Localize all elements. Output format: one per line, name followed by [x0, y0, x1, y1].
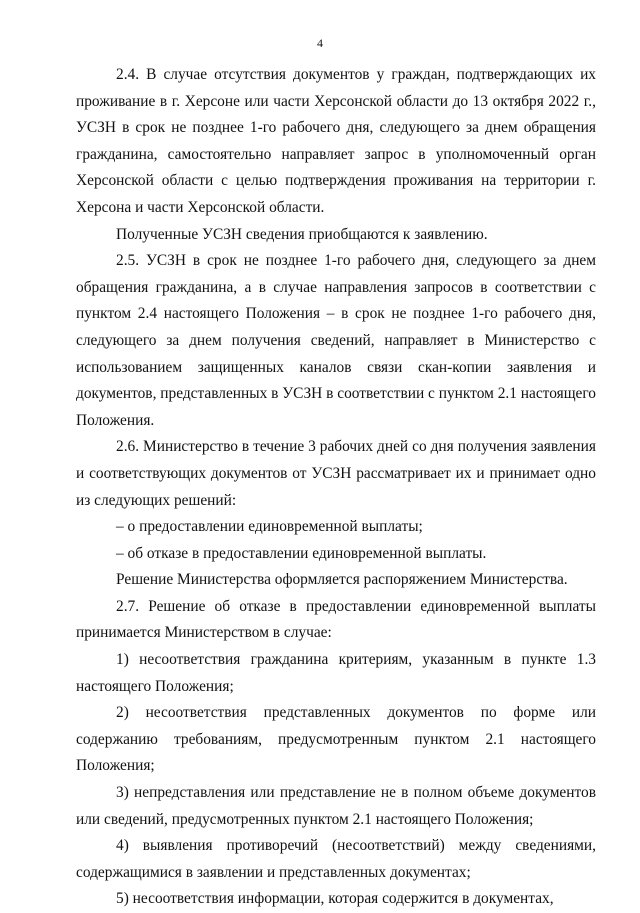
- paragraph-2-4: 2.4. В случае отсутствия документов у граждан, подтверждающих их проживание в г. Херсоне или части Херсонской области до 13 октября 2022 г., УСЗН в срок не позднее 1-го рабочего дня, следующего за днем обращения гражданина, самостоятельно направляет запрос в уполномоченный орган Херсонской области с целью подтверждения проживания на территории г. Херсона и части Херсонской области.: [76, 66, 596, 216]
- decision-option-refuse: – об отказе в предоставлении единовременной выплаты.: [116, 544, 487, 562]
- paragraph-2-4-note: Полученные УСЗН сведения приобщаются к заявлению.: [116, 225, 488, 243]
- decision-option-grant: – о предоставлении единовременной выплаты;: [116, 518, 423, 536]
- paragraph-2-5: 2.5. УСЗН в срок не позднее 1-го рабочего дня, следующего за днем обращения гражданина, а в случае направления запросов в соответствии с пунктом 2.4 настоящего Положения – в срок не позднее 1-го рабочего дня, следующего за днем получения сведений, направляет в Министерство с использованием защищенных каналов связи скан-копии заявления и документов, представленных в УСЗН в соответствии с пунктом 2.1 настоящего Положения.: [76, 252, 596, 429]
- paragraph-2-7: 2.7. Решение об отказе в предоставлении единовременной выплаты принимается Министерством в случае:: [76, 597, 596, 642]
- refusal-reason-1: 1) несоответствия гражданина критериям, указанным в пункте 1.3 настоящего Положения;: [76, 651, 596, 695]
- document-body: [76, 62, 596, 913]
- page-number: 4: [317, 36, 323, 50]
- refusal-reason-4: 4) выявления противоречий (несоответствий) между сведениями, содержащимися в заявлении и представленных документах;: [76, 837, 596, 881]
- refusal-reason-3: 3) непредставления или представление не в полном объеме документов или сведений, предусмотренных пунктом 2.1 настоящего Положения;: [76, 784, 596, 828]
- paragraph-2-6-note: Решение Министерства оформляется распоряжением Министерства.: [116, 571, 568, 589]
- refusal-reason-5: 5) несоответствия информации, которая содержится в документах,: [116, 890, 554, 908]
- paragraph-2-6: 2.6. Министерство в течение 3 рабочих дней со дня получения заявления и соответствующих документов от УСЗН рассматривает их и принимает одно из следующих решений:: [76, 438, 596, 509]
- refusal-reason-2: 2) несоответствия представленных документов по форме или содержанию требованиям, предусмотренным пунктом 2.1 настоящего Положения;: [76, 704, 596, 775]
